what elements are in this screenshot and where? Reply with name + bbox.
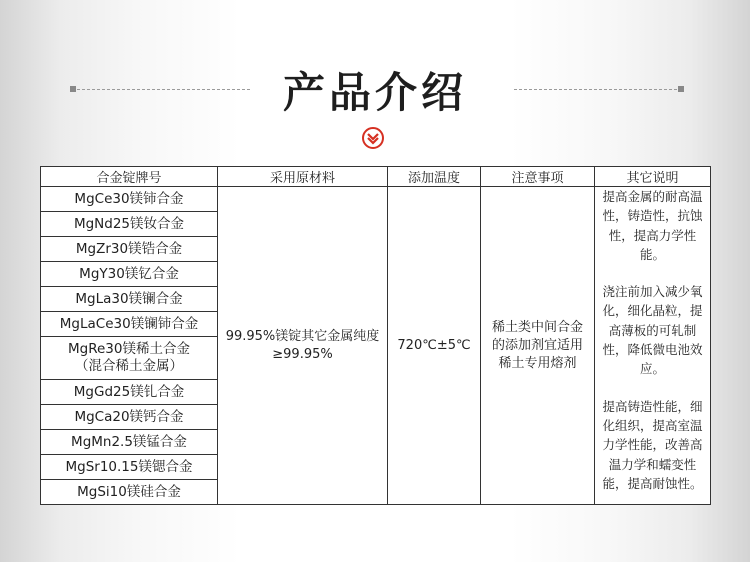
table-header-row bbox=[41, 167, 711, 187]
right-divider bbox=[514, 89, 682, 90]
alloy-name: MgNd25镁钕合金 bbox=[41, 212, 218, 237]
other-line: 能。 bbox=[639, 246, 665, 262]
alloy-name: MgLa30镁镧合金 bbox=[41, 287, 218, 312]
alloy-name-sub: （混合稀土金属） bbox=[75, 358, 183, 374]
alloy-name: MgSi10镁硅合金 bbox=[41, 480, 218, 505]
material-line: 99.95%镁锭其它金属纯度 bbox=[225, 328, 380, 344]
header-notes: 注意事项 bbox=[481, 167, 595, 187]
notes-line: 的添加剂宜适用 bbox=[491, 337, 583, 353]
other-line: 提高铸造性能，细 bbox=[602, 398, 703, 414]
alloy-name-line: MgRe30镁稀土合金 bbox=[68, 341, 190, 357]
alloy-name bbox=[41, 337, 218, 380]
other-line: 性，降低微电池效 bbox=[602, 342, 703, 358]
alloy-name: MgGd25镁钆合金 bbox=[41, 380, 218, 405]
other-line: 化组织，提高室温 bbox=[602, 417, 703, 433]
other-line: 能，提高耐蚀性。 bbox=[602, 475, 703, 491]
other-line: 性，提高力学性 bbox=[608, 227, 697, 243]
header-temperature: 添加温度 bbox=[388, 167, 481, 187]
header bbox=[0, 0, 750, 160]
notes-line: 稀土专用熔剂 bbox=[498, 355, 577, 371]
other-line: 浇注前加入减少氧 bbox=[602, 284, 703, 300]
header-other: 其它说明 bbox=[595, 167, 711, 187]
temperature-cell: 720℃±5℃ bbox=[388, 187, 481, 505]
other-line: 性，铸造性，抗蚀 bbox=[602, 208, 703, 224]
material-line: ≥99.95% bbox=[272, 346, 333, 362]
other-line: 高薄板的可轧制 bbox=[608, 322, 697, 338]
alloy-name: MgCa20镁钙合金 bbox=[41, 405, 218, 430]
other-line: 化，细化晶粒，提 bbox=[602, 303, 703, 319]
other-line: 力学性能，改善高 bbox=[602, 437, 703, 453]
other-line: 温力学和蠕变性 bbox=[608, 456, 697, 472]
product-table bbox=[40, 166, 711, 505]
page-title: 产品介绍 bbox=[282, 68, 467, 117]
material-cell bbox=[218, 187, 388, 505]
other-paragraph bbox=[597, 282, 708, 378]
header-material: 采用原材料 bbox=[218, 167, 388, 187]
alloy-name: MgLaCe30镁镧铈合金 bbox=[41, 312, 218, 337]
alloy-name: MgZr30镁锆合金 bbox=[41, 237, 218, 262]
other-paragraph bbox=[597, 187, 708, 264]
other-line: 提高金属的耐高温 bbox=[602, 189, 703, 204]
divider-square bbox=[678, 86, 684, 92]
other-cell bbox=[595, 187, 711, 505]
alloy-name: MgMn2.5镁锰合金 bbox=[41, 430, 218, 455]
alloy-name: MgCe30镁铈合金 bbox=[41, 187, 218, 212]
notes-line: 稀土类中间合金 bbox=[491, 319, 583, 335]
table-row bbox=[41, 187, 711, 212]
other-paragraph bbox=[597, 397, 708, 493]
alloy-name: MgSr10.15镁锶合金 bbox=[41, 455, 218, 480]
notes-cell bbox=[481, 187, 595, 505]
chevron-down-icon bbox=[362, 127, 384, 149]
other-line: 应。 bbox=[639, 361, 665, 377]
alloy-name: MgY30镁钇合金 bbox=[41, 262, 218, 287]
header-alloy: 合金锭牌号 bbox=[41, 167, 218, 187]
